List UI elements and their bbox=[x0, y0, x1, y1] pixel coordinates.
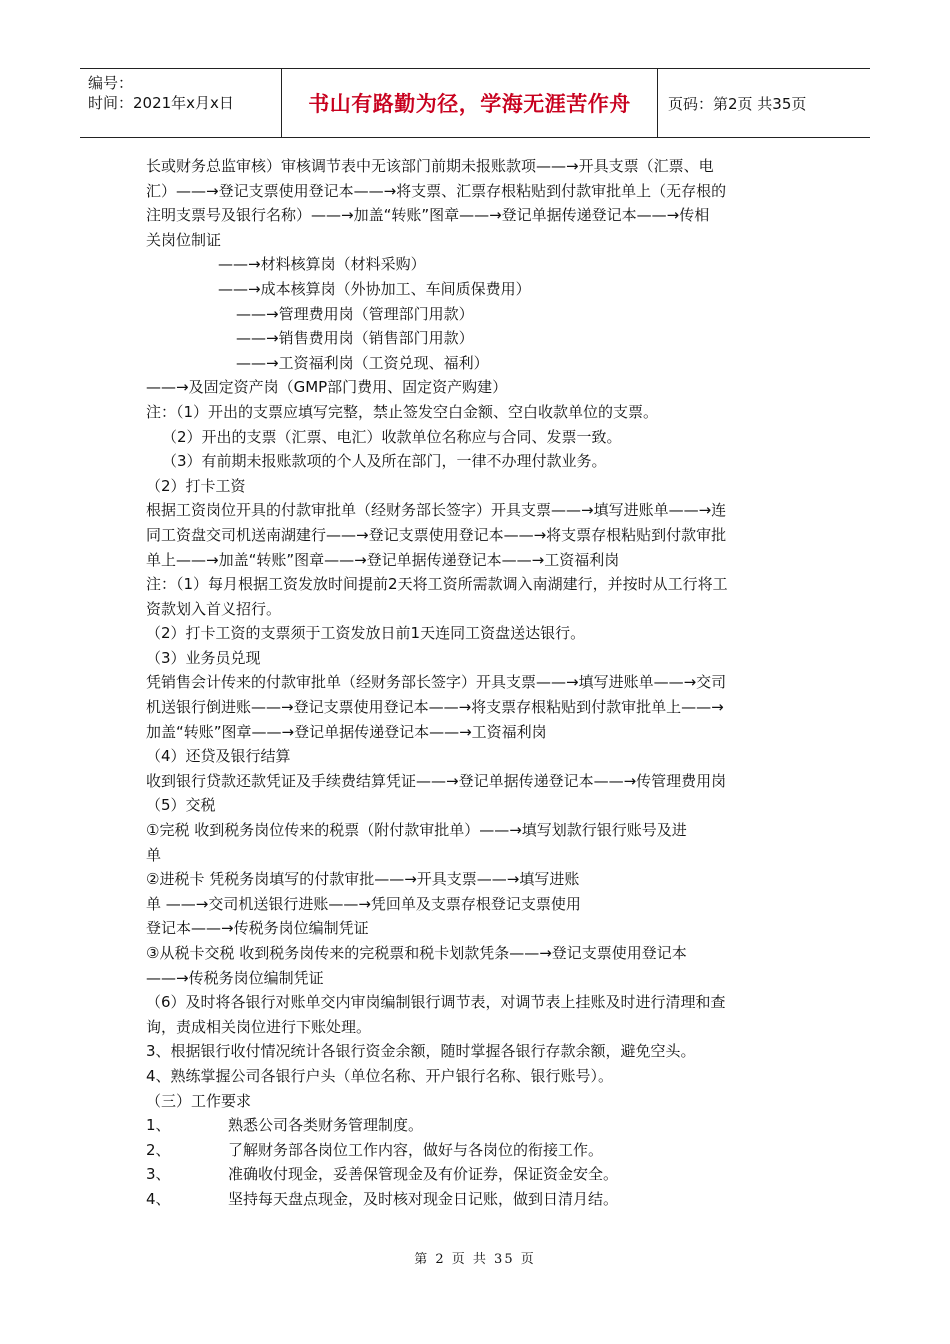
requirements-list bbox=[146, 1113, 811, 1211]
body-line: 机送银行倒进账——→登记支票使用登记本——→将支票存根粘贴到付款审批单上——→ bbox=[146, 698, 724, 717]
body-line: ——→管理费用岗（管理部门用款） bbox=[236, 304, 474, 323]
body-line: （3）业务员兑现 bbox=[146, 648, 261, 667]
requirement-item bbox=[146, 1187, 811, 1212]
body-line: （4）还贷及银行结算 bbox=[146, 747, 291, 766]
body-line: （2）开出的支票（汇票、电汇）收款单位名称应与合同、发票一致。 bbox=[162, 427, 622, 446]
body-line: 登记本——→传税务岗位编制凭证 bbox=[146, 919, 369, 938]
body-line: ——→材料核算岗（材料采购） bbox=[218, 255, 426, 274]
header-page-info: 页码：第2页 共35页 bbox=[668, 94, 807, 113]
body-line: （2）打卡工资 bbox=[146, 476, 246, 495]
body-lines bbox=[146, 154, 811, 1113]
requirement-item bbox=[146, 1138, 811, 1163]
body-line: 资款划入首义招行。 bbox=[146, 599, 282, 618]
body-line: 单 ——→交司机送银行进账——→凭回单及支票存根登记支票使用 bbox=[146, 894, 581, 913]
body-line: 凭销售会计传来的付款审批单（经财务部长签字）开具支票——→填写进账单——→交司 bbox=[146, 673, 727, 692]
body-line: 单 bbox=[146, 845, 162, 864]
body-line: （5）交税 bbox=[146, 796, 216, 815]
document-body bbox=[146, 154, 811, 1212]
body-line: 注：（1）每月根据工资发放时间提前2天将工资所需款调入南湖建行，并按时从工行将工 bbox=[146, 575, 728, 594]
body-line: 收到银行贷款还款凭证及手续费结算凭证——→登记单据传递登记本——→传管理费用岗 bbox=[146, 771, 727, 790]
body-line: （三）工作要求 bbox=[146, 1091, 252, 1110]
header-motto: 书山有路勤为径，学海无涯苦作舟 bbox=[282, 69, 658, 137]
requirement-text: 坚持每天盘点现金，及时核对现金日记账，做到日清月结。 bbox=[228, 1189, 619, 1208]
page-header bbox=[80, 68, 870, 138]
body-line: （6）及时将各银行对账单交内审岗编制银行调节表，对调节表上挂账及时进行清理和查 bbox=[146, 993, 726, 1012]
body-line: 注：（1）开出的支票应填写完整，禁止签发空白金额、空白收款单位的支票。 bbox=[146, 402, 659, 421]
body-line: 长或财务总监审核）审核调节表中无该部门前期未报账款项——→开具支票（汇票、电 bbox=[146, 157, 714, 175]
body-line: ——→工资福利岗（工资兑现、福利） bbox=[236, 353, 489, 372]
requirement-number: 2、 bbox=[146, 1140, 171, 1159]
body-line: 关岗位制证 bbox=[146, 230, 222, 249]
page-footer: 第 2 页 共 35 页 bbox=[414, 1252, 536, 1267]
body-line: ——→传税务岗位编制凭证 bbox=[146, 968, 324, 987]
body-line: ——→及固定资产岗（GMP部门费用、固定资产购建） bbox=[146, 378, 508, 397]
requirement-text: 熟悉公司各类财务管理制度。 bbox=[228, 1116, 424, 1135]
body-line: 单上——→加盖“转账”图章——→登记单据传递登记本——→工资福利岗 bbox=[146, 550, 620, 569]
body-line: ——→成本核算岗（外协加工、车间质保费用） bbox=[218, 279, 531, 298]
body-line: ①完税 收到税务岗位传来的税票（附付款审批单）——→填写划款行银行账号及进 bbox=[146, 821, 687, 840]
body-line: 注明支票号及银行名称）——→加盖“转账”图章——→登记单据传递登记本——→传相 bbox=[146, 206, 710, 225]
requirement-item bbox=[146, 1113, 811, 1138]
requirement-text: 了解财务部各岗位工作内容，做好与各岗位的衔接工作。 bbox=[228, 1140, 604, 1159]
requirement-text: 准确收付现金，妥善保管现金及有价证券，保证资金安全。 bbox=[228, 1165, 619, 1184]
body-line: 加盖“转账”图章——→登记单据传递登记本——→工资福利岗 bbox=[146, 722, 547, 741]
body-line: 汇）——→登记支票使用登记本——→将支票、汇票存根粘贴到付款审批单上（无存根的 bbox=[146, 181, 727, 200]
number-label: 编号： bbox=[88, 74, 134, 92]
time-label: 时间：2021年x月x日 bbox=[88, 94, 234, 112]
body-line: ——→销售费用岗（销售部门用款） bbox=[236, 329, 474, 348]
body-line: 同工资盘交司机送南湖建行——→登记支票使用登记本——→将支票存根粘贴到付款审批 bbox=[146, 525, 727, 544]
requirement-number: 1、 bbox=[146, 1116, 171, 1135]
body-line: 4、熟练掌握公司各银行户头（单位名称、开户银行名称、银行账号）。 bbox=[146, 1066, 614, 1085]
requirement-number: 3、 bbox=[146, 1165, 171, 1184]
requirement-number: 4、 bbox=[146, 1189, 171, 1208]
body-line: 3、根据银行收付情况统计各银行资金余额，随时掌握各银行存款余额，避免空头。 bbox=[146, 1042, 696, 1061]
header-meta bbox=[80, 69, 282, 137]
body-line: （2）打卡工资的支票须于工资发放日前1天连同工资盘送达银行。 bbox=[146, 624, 586, 643]
body-line: 根据工资岗位开具的付款审批单（经财务部长签字）开具支票——→填写进账单——→连 bbox=[146, 501, 727, 520]
body-line: ②进税卡 凭税务岗填写的付款审批——→开具支票——→填写进账 bbox=[146, 870, 580, 889]
body-line: 询，责成相关岗位进行下账处理。 bbox=[146, 1017, 372, 1036]
body-line: （3）有前期未报账款项的个人及所在部门，一律不办理付款业务。 bbox=[162, 452, 607, 471]
body-line: ③从税卡交税 收到税务岗传来的完税票和税卡划款凭条——→登记支票使用登记本 bbox=[146, 944, 687, 962]
requirement-item bbox=[146, 1162, 811, 1187]
